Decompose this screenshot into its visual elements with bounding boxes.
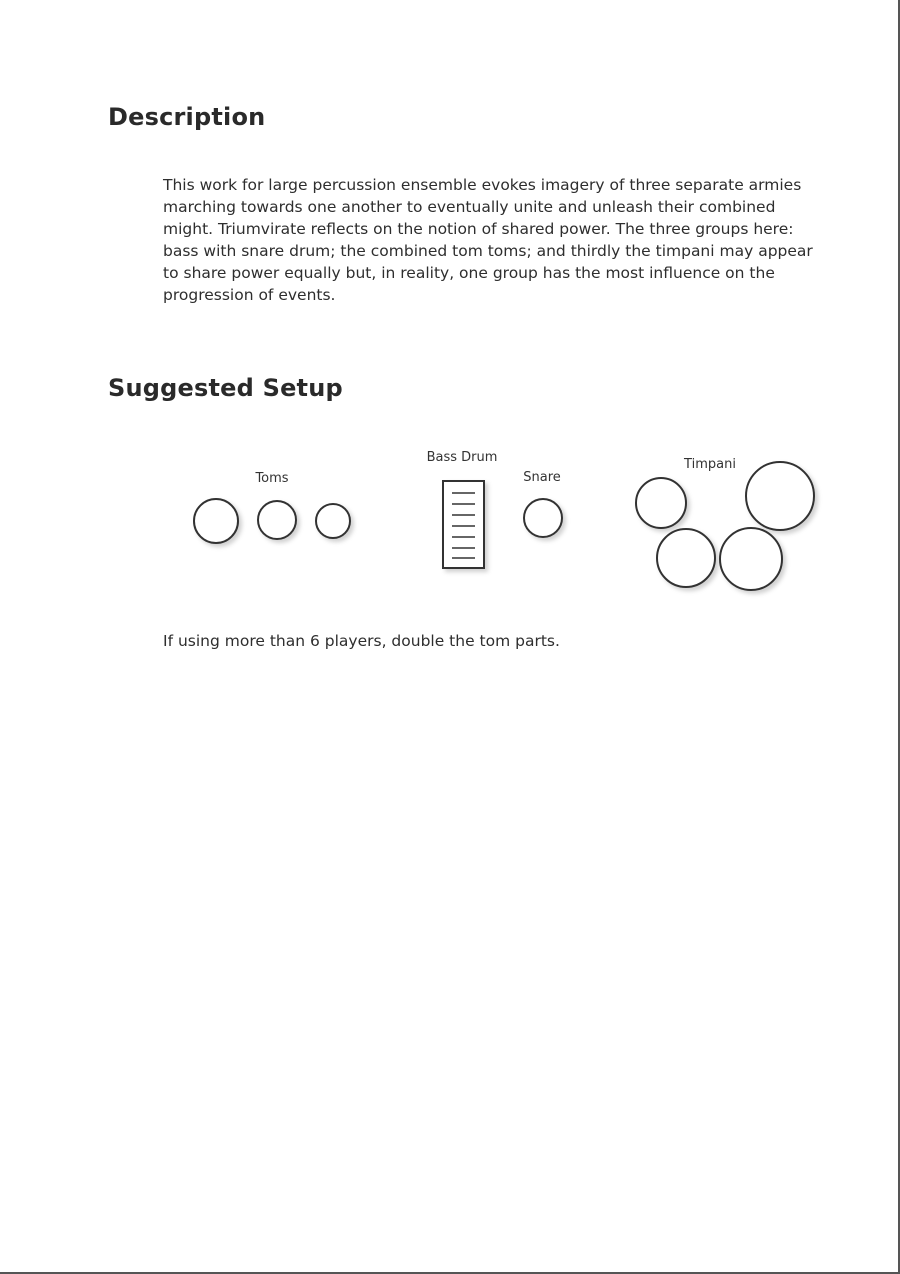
timpani-drum-1: [636, 478, 686, 528]
timpani-drum-3: [657, 529, 715, 587]
snare-drum: [524, 499, 562, 537]
tom-drum-large: [194, 499, 238, 543]
timpani-drum-2: [746, 462, 814, 530]
timpani-drum-4: [720, 528, 782, 590]
bass-drum-label: Bass Drum: [426, 450, 498, 465]
description-paragraph: [163, 174, 853, 306]
timpani-label: Timpani: [684, 457, 736, 472]
toms-label: Toms: [255, 471, 289, 486]
bass-drum: [443, 481, 484, 568]
description-line: to share power equally but, in reality, one group has the most influence on the: [163, 264, 775, 282]
tom-drum-medium: [258, 501, 296, 539]
setup-note: If using more than 6 players, double the tom parts.: [163, 632, 560, 650]
tom-drum-small: [316, 504, 350, 538]
description-heading: Description: [108, 103, 266, 131]
snare-label: Snare: [523, 470, 561, 485]
description-line: This work for large percussion ensemble evokes imagery of three separate armies: [163, 176, 802, 194]
description-line: bass with snare drum; the combined tom toms; and thirdly the timpani may appear: [163, 242, 813, 260]
description-line: progression of events.: [163, 286, 336, 304]
description-line: might. Triumvirate reflects on the notion of shared power. The three groups here:: [163, 220, 794, 238]
description-line: marching towards one another to eventually unite and unleash their combined: [163, 198, 776, 216]
suggested-setup-heading: Suggested Setup: [108, 374, 343, 402]
setup-diagram: [0, 430, 900, 610]
